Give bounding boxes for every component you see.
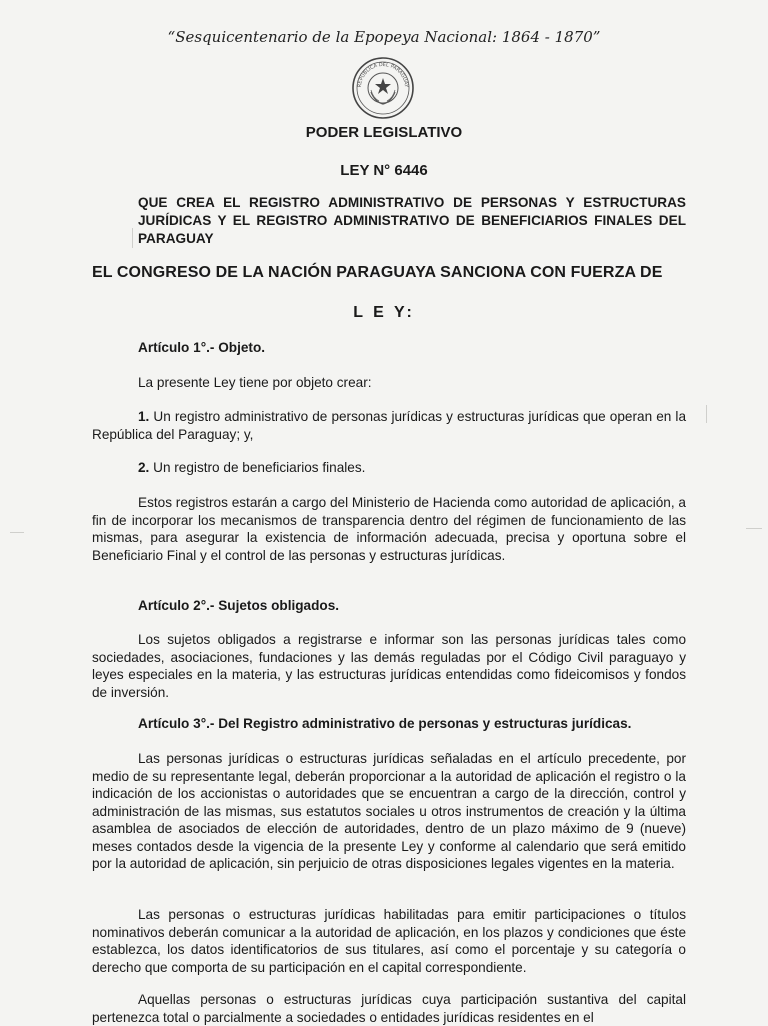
article-3-paragraph-2: Las personas o estructuras jurídicas habilitadas para emitir participaciones o títulos nominativos deberán comunicar a la autoridad de aplicación, en los plazos y condiciones que éste establezca, los datos identificatorios de sus titulares, así como el porcentaje y su categoría o derecho que comporta de su participación en el capital correspondiente.	[92, 907, 686, 975]
article-1-heading: Artículo 1°.- Objeto.	[138, 340, 266, 355]
item-2-number: 2.	[138, 460, 150, 475]
article-1-item-2	[92, 459, 686, 477]
article-3-paragraph-3: Aquellas personas o estructuras jurídicas cuya participación sustantiva del capital pertenezca total o parcialmente a sociedades o entidades jurídicas residentes en el	[92, 992, 686, 1025]
ley-heading: L E Y:	[353, 304, 415, 321]
article-2-paragraph: Los sujetos obligados a registrarse e informar son las personas jurídicas tales como sociedades, asociaciones, fundaciones y las demás reguladas por el Código Civil paraguayo y leyes especiales en la materia, y las estructuras jurídicas entendidas como fideicomisos y fondos de inversión.	[92, 632, 686, 700]
enacting-clause: EL CONGRESO DE LA NACIÓN PARAGUAYA SANCIONA CON FUERZA DE	[92, 264, 663, 281]
article-1-item-1	[92, 408, 686, 443]
article-1-paragraph: Estos registros estarán a cargo del Ministerio de Hacienda como autoridad de aplicación, a fin de incorporar los mecanismos de transparencia dentro del régimen de funcionamiento de las mismas, para asegurar la existencia de información adecuada, precisa y oportuna sobre el Beneficiario Final y el control de las personas y estructuras jurídicas.	[92, 495, 686, 563]
scan-mark	[746, 528, 762, 529]
article-2-heading: Artículo 2°.- Sujetos obligados.	[138, 598, 340, 613]
article-3-paragraph-1: Las personas jurídicas o estructuras jurídicas señaladas en el artículo precedente, por medio de su representante legal, deberán proporcionar a la autoridad de aplicación el registro o la indicación de los accionistas o autoridades que se encuentran a cargo de la dirección, control y administración de las mismas, sus estatutos sociales u otros instrumentos de creación y la última asamblea de asociados de elección de autoridades, dentro de un plazo máximo de 9 (nueve) meses contados desde la vigencia de la presente Ley y conforme al calendario que será emitido por la autoridad de aplicación, sin perjuicio de otras disposiciones legales vigentes en la materia.	[92, 751, 686, 871]
item-1-text: Un registro administrativo de personas jurídicas y estructuras jurídicas que operan en la República del Paraguay; y,	[92, 409, 686, 442]
law-number: LEY N° 6446	[340, 162, 428, 179]
scan-mark	[706, 405, 707, 423]
scan-mark	[10, 532, 24, 533]
legislative-branch-title: PODER LEGISLATIVO	[305, 124, 463, 141]
article-1-intro: La presente Ley tiene por objeto crear:	[138, 375, 372, 390]
article-3-heading: Artículo 3°.- Del Registro administrativo de personas y estructuras jurídicas.	[138, 716, 632, 731]
item-2-text: Un registro de beneficiarios finales.	[149, 460, 366, 475]
item-1-number: 1.	[138, 409, 150, 424]
motto-header: “Sesquicentenario de la Epopeya Nacional: 1864 - 1870”	[167, 28, 601, 46]
law-title: QUE CREA EL REGISTRO ADMINISTRATIVO DE PERSONAS Y ESTRUCTURAS JURÍDICAS Y EL REGISTRO ADMINISTRATIVO DE BENEFICIARIOS FINALES DEL PARAGUAY	[138, 195, 686, 246]
seal-text: REPÚBLICA DEL PARAGUAY	[356, 61, 410, 88]
scan-mark	[132, 228, 133, 248]
national-seal-icon	[351, 56, 415, 120]
